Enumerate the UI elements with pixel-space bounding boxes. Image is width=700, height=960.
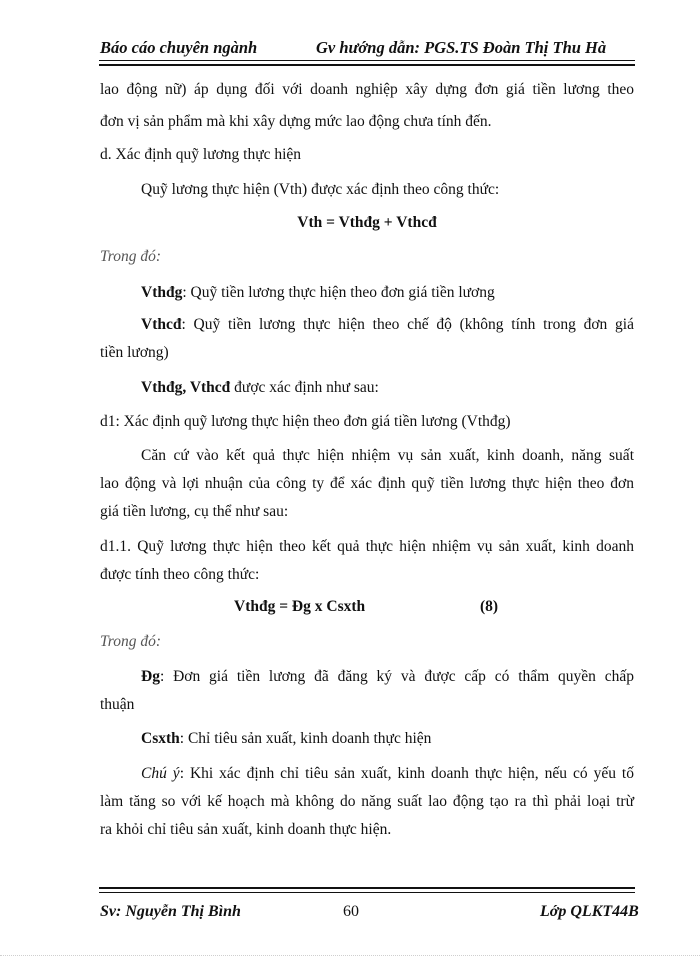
footer-rule-thin — [99, 892, 635, 893]
subsection-heading: d1: Xác định quỹ lương thực hiện theo đơn giá tiền lương (Vthđg) — [100, 413, 511, 430]
where-label: Trong đó: — [100, 633, 162, 650]
definition-text: : Đơn giá tiền lương đã đăng ký và được cấp có thẩm quyền chấp — [159, 668, 634, 685]
note-text: : Khi xác định chỉ tiêu sản xuất, kinh doanh thực hiện, nếu có yếu tố — [179, 765, 634, 782]
definition-text: : Chỉ tiêu sản xuất, kinh doanh thực hiện — [179, 730, 432, 747]
term: Đg — [141, 668, 160, 685]
formula-vth: Vth = Vthđg + Vthcđ — [297, 214, 437, 231]
formula-vthdg: Vthđg = Đg x Csxth — [234, 598, 366, 615]
paragraph-line: tiền lương) — [100, 344, 169, 361]
note-line — [141, 764, 634, 784]
term: Vthđg — [141, 284, 183, 301]
definition-text: : Quỹ tiền lương thực hiện theo chế độ (không tính trong đơn giá — [181, 316, 634, 333]
term: Vthđg, Vthcđ — [141, 379, 231, 396]
definition-text: : Quỹ tiền lương thực hiện theo đơn giá tiền lương — [182, 284, 495, 301]
paragraph-line: Căn cứ vào kết quả thực hiện nhiệm vụ sản xuất, kinh doanh, năng suất — [141, 447, 634, 464]
paragraph-line: lao động và lợi nhuận của công ty để xác định quỹ tiền lương thực hiện theo đơn — [100, 475, 634, 492]
definition-vthcd — [141, 315, 634, 335]
page-number: 60 — [343, 903, 359, 920]
term: Vthcđ — [141, 316, 182, 333]
header-rule-thick — [99, 64, 635, 66]
footer-student: Sv: Nguyễn Thị Bình — [100, 903, 241, 920]
paragraph-line: lao động nữ) áp dụng đối với doanh nghiệp xây dựng đơn giá tiền lương theo — [100, 81, 634, 98]
paragraph-line: được tính theo công thức: — [100, 566, 260, 583]
paragraph-line: giá tiền lương, cụ thể như sau: — [100, 503, 289, 520]
header-report-title: Báo cáo chuyên ngành — [100, 38, 258, 57]
paragraph-line: thuận — [100, 696, 135, 713]
paragraph-line: Quỹ lương thực hiện (Vth) được xác định theo công thức: — [141, 181, 500, 198]
paragraph-line — [141, 378, 634, 398]
header-rule-thin — [99, 60, 635, 61]
footer-class: Lớp QLKT44B — [540, 903, 639, 920]
paragraph-line: ra khỏi chỉ tiêu sản xuất, kinh doanh thực hiện. — [100, 821, 392, 838]
definition-vthdg — [141, 283, 634, 303]
term: Csxth — [141, 730, 180, 747]
note-label: Chú ý — [141, 765, 180, 782]
text: được xác định như sau: — [230, 379, 379, 396]
definition-csxth — [141, 729, 634, 749]
definition-dg — [141, 667, 634, 687]
paragraph-line: d1.1. Quỹ lương thực hiện theo kết quả thực hiện nhiệm vụ sản xuất, kinh doanh — [100, 538, 634, 555]
formula-number: (8) — [480, 598, 499, 615]
paragraph-line: đơn vị sản phẩm mà khi xây dựng mức lao động chưa tính đến. — [100, 113, 492, 130]
section-heading: d. Xác định quỹ lương thực hiện — [100, 146, 302, 163]
page-bottom-dotted-line — [0, 955, 700, 956]
paragraph-line: làm tăng so với kế hoạch mà không do năng suất lao động tạo ra thì phải loại trừ — [100, 793, 634, 810]
header-supervisor: Gv hướng dẫn: PGS.TS Đoàn Thị Thu Hà — [316, 38, 607, 57]
where-label: Trong đó: — [100, 248, 162, 265]
footer-rule-thick — [99, 887, 635, 889]
